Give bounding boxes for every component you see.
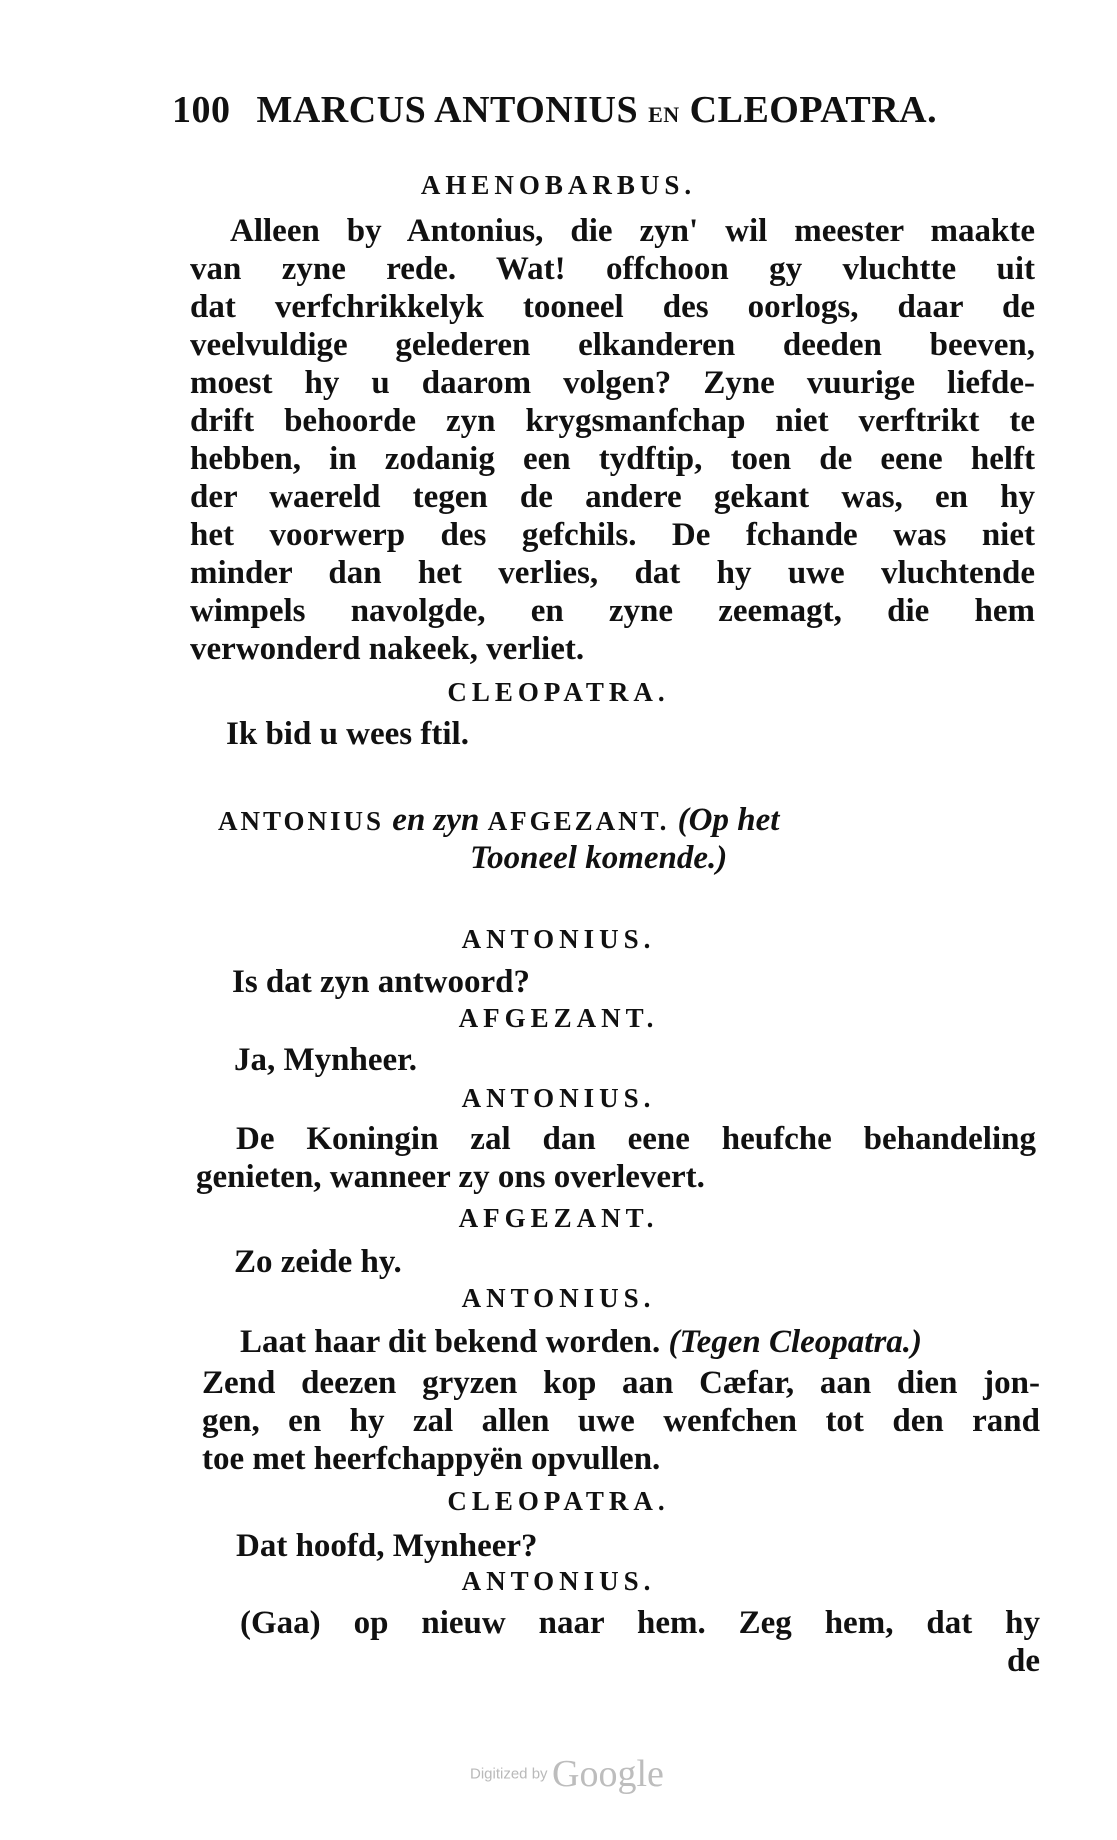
speaker-heading: AFGEZANT. <box>458 1203 659 1233</box>
text-line: Zend deezen gryzen kop aan Cæfar, aan dien jon- <box>202 1365 1040 1401</box>
header-title-en: EN <box>648 102 680 127</box>
speech-line-with-direction <box>240 1324 922 1361</box>
text-line: dat verfchrikkelyk tooneel des oorlogs, daar de <box>190 289 1035 325</box>
text-line: drift behoorde zyn krygsmanfchap niet verftrikt te <box>190 403 1035 439</box>
speaker-heading: AHENOBARBUS. <box>420 170 697 200</box>
speech-line: Ik bid u wees ftil. <box>226 716 469 752</box>
text-line: (Gaa) op nieuw naar hem. Zeg hem, dat hy <box>240 1605 1040 1641</box>
watermark-logo-text: Google <box>552 1753 664 1795</box>
text-line: gen, en hy zal allen uwe wenfchen tot den rand <box>202 1403 1040 1439</box>
header-title-part2: CLEOPATRA. <box>689 89 938 131</box>
text-line: der waereld tegen de andere gekant was, en hy <box>190 479 1035 515</box>
direction-italic: Tooneel komende.) <box>470 840 728 876</box>
speech-line: Dat hoofd, Mynheer? <box>236 1528 538 1564</box>
stage-direction-continued <box>470 840 727 877</box>
text-line: toe met heerfchappyën opvullen. <box>202 1441 661 1477</box>
text-line: verwonderd nakeek, verliet. <box>190 631 585 667</box>
text-line: Alleen by Antonius, die zyn' wil meester maakte <box>230 213 1035 249</box>
speech-paragraph <box>196 1120 1036 1196</box>
text-line: wimpels navolgde, en zyne zeemagt, die hem <box>190 593 1035 629</box>
speaker-heading: ANTONIUS. <box>461 924 656 954</box>
speaker-heading: ANTONIUS. <box>461 1566 656 1596</box>
text-line: van zyne rede. Wat! offchoon gy vluchtte uit <box>190 251 1035 287</box>
speech-paragraph <box>202 1364 1040 1478</box>
speech-paragraph <box>190 212 1035 668</box>
speech-paragraph <box>240 1604 1040 1680</box>
inline-stage-direction: (Tegen Cleopatra.) <box>668 1324 923 1360</box>
text-line: moest hy u daarom volgen? Zyne vuurige liefde- <box>190 365 1035 401</box>
text-line: minder dan het verlies, dat hy uwe vluchtende <box>190 555 1035 591</box>
direction-character: ANTONIUS <box>218 806 385 836</box>
text-line: De Koningin zal dan eene heufche behandeling <box>236 1121 1036 1157</box>
catchword: de <box>1007 1643 1040 1679</box>
speech-line: Zo zeide hy. <box>234 1244 402 1280</box>
watermark-small-text: Digitized by <box>470 1765 548 1783</box>
direction-italic: (Op het <box>677 802 780 838</box>
text-line: hebben, in zodanig een tydftip, toen de eene helft <box>190 441 1035 477</box>
direction-character: AFGEZANT. <box>487 806 670 836</box>
direction-connector: en zyn <box>392 802 480 838</box>
text-line: veelvuldige gelederen elkanderen deeden beeven, <box>190 327 1035 363</box>
stage-direction <box>218 802 779 839</box>
speaker-heading: ANTONIUS. <box>461 1283 656 1313</box>
digitization-watermark <box>470 1752 664 1796</box>
text-line: het voorwerp des gefchils. De fchande was niet <box>190 517 1035 553</box>
speech-text: Laat haar dit bekend worden. <box>240 1324 661 1360</box>
running-header <box>172 88 1012 138</box>
speaker-heading: AFGEZANT. <box>458 1003 659 1033</box>
speaker-heading: CLEOPATRA. <box>447 1486 670 1516</box>
speech-line: Ja, Mynheer. <box>234 1042 418 1078</box>
header-title-part1: MARCUS ANTONIUS <box>256 89 639 131</box>
speaker-heading: CLEOPATRA. <box>447 677 670 707</box>
speaker-heading: ANTONIUS. <box>461 1083 656 1113</box>
page-number: 100 <box>172 89 231 131</box>
speech-line: Is dat zyn antwoord? <box>232 964 530 1000</box>
text-line: genieten, wanneer zy ons overlevert. <box>196 1159 705 1195</box>
